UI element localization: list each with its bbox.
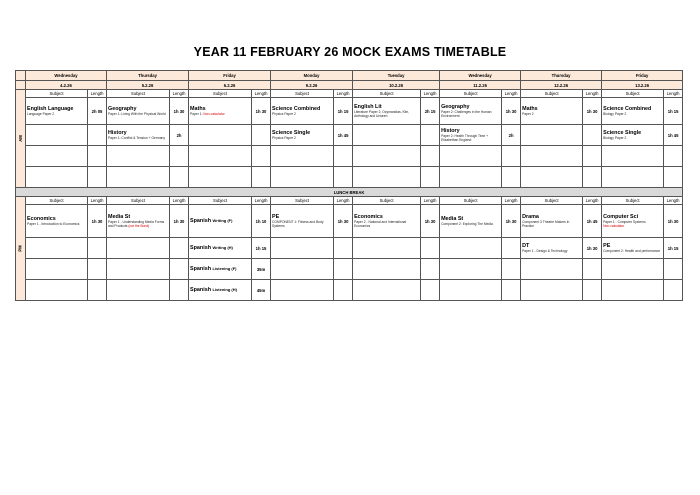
exam-length: 1h 45 xyxy=(664,125,683,146)
subject-header: Subject xyxy=(440,197,502,205)
length-header: Length xyxy=(421,90,440,98)
empty-cell xyxy=(107,280,170,301)
pm-row xyxy=(16,280,683,301)
exam-length: 2h 05 xyxy=(88,98,107,125)
column-header-row xyxy=(16,90,683,98)
exam-length: 1h 45 xyxy=(583,205,602,238)
exam-length: 1h 15 xyxy=(252,238,271,259)
empty-cell xyxy=(252,167,271,188)
exam-cell: Computer Sci Paper 1 - Computer Systems Non-calculator xyxy=(602,205,664,238)
empty-cell xyxy=(440,146,502,167)
exam-length: 1h 30 xyxy=(583,98,602,125)
exam-cell: History Paper 1: Conflict & Tension + Germany xyxy=(107,125,170,146)
exam-length: 1h 45 xyxy=(334,125,353,146)
exam-length: 1h 15 xyxy=(664,98,683,125)
subject-header: Subject xyxy=(26,90,88,98)
empty-cell xyxy=(271,167,334,188)
length-header: Length xyxy=(583,197,602,205)
empty-cell xyxy=(502,280,521,301)
subject-header: Subject xyxy=(271,90,334,98)
empty-cell xyxy=(421,259,440,280)
column-header-row xyxy=(16,197,683,205)
exam-cell: Science Single Biology Paper 2 xyxy=(602,125,664,146)
exam-cell: Spanish Listening (F) xyxy=(189,259,252,280)
length-header: Length xyxy=(502,90,521,98)
empty-cell xyxy=(353,259,421,280)
exam-cell: Geography Paper 2: Challenges in the Human Environment xyxy=(440,98,502,125)
exam-cell: Maths Paper 2 xyxy=(521,98,583,125)
exam-cell: PE Component 2: Health and performance xyxy=(602,238,664,259)
exam-cell: PE COMPONENT 1: Fitness and Body Systems xyxy=(271,205,334,238)
day-header: Thursday xyxy=(521,71,602,81)
subject-header: Subject xyxy=(602,197,664,205)
length-header: Length xyxy=(252,90,271,98)
exam-length: 1h 30 xyxy=(334,205,353,238)
subject-header: Subject xyxy=(521,197,583,205)
exam-cell: Science Combined Biology Paper 2 xyxy=(602,98,664,125)
empty-cell xyxy=(271,238,334,259)
empty-cell xyxy=(440,259,502,280)
empty-cell xyxy=(334,259,353,280)
date-header: 6.2.26 xyxy=(189,81,271,90)
corner-cell xyxy=(16,81,26,90)
exam-length: 1h 30 xyxy=(170,98,189,125)
empty-cell xyxy=(88,125,107,146)
exam-cell: Science Combined Physics Paper 2 xyxy=(271,98,334,125)
lunch-break-label: LUNCH BREAK xyxy=(16,188,683,197)
empty-cell xyxy=(602,280,664,301)
exam-cell: Drama Component 3 Theatre Makers in Practice xyxy=(521,205,583,238)
length-header: Length xyxy=(252,197,271,205)
date-row xyxy=(16,81,683,90)
subject-header: Subject xyxy=(189,197,252,205)
length-header: Length xyxy=(421,197,440,205)
length-header: Length xyxy=(334,90,353,98)
empty-cell xyxy=(521,146,583,167)
empty-cell xyxy=(271,146,334,167)
empty-cell xyxy=(170,146,189,167)
exam-length: 1h 10 xyxy=(252,205,271,238)
exam-length: 1h 30 xyxy=(421,205,440,238)
exam-length: 1h 30 xyxy=(502,98,521,125)
exam-cell: History Paper 2: Health Through Time + Elizabethan England xyxy=(440,125,502,146)
day-header: Friday xyxy=(602,71,683,81)
length-header: Length xyxy=(664,197,683,205)
exam-length: 1h 30 xyxy=(88,205,107,238)
pm-row xyxy=(16,238,683,259)
date-header: 10.2.26 xyxy=(353,81,440,90)
corner-cell xyxy=(16,71,26,81)
empty-cell xyxy=(521,280,583,301)
length-header: Length xyxy=(664,90,683,98)
date-header: 12.2.26 xyxy=(521,81,602,90)
exam-length: 1h 15 xyxy=(664,238,683,259)
pm-row xyxy=(16,259,683,280)
am-row xyxy=(16,167,683,188)
exam-cell: Spanish Listening (H) xyxy=(189,280,252,301)
empty-cell xyxy=(107,167,170,188)
empty-cell xyxy=(502,259,521,280)
empty-cell xyxy=(521,259,583,280)
date-header: 9.2.26 xyxy=(271,81,353,90)
empty-cell xyxy=(421,280,440,301)
am-session-label: AM xyxy=(16,90,26,188)
exam-cell: Media St Paper 1 - Understanding Media Forms and Products (not the Bond) xyxy=(107,205,170,238)
date-header: 5.2.26 xyxy=(107,81,189,90)
subject-header: Subject xyxy=(353,90,421,98)
length-header: Length xyxy=(170,90,189,98)
am-row xyxy=(16,98,683,125)
empty-cell xyxy=(88,280,107,301)
exam-cell: Maths Paper 1: Non-calculator xyxy=(189,98,252,125)
day-header: Thursday xyxy=(107,71,189,81)
pm-row xyxy=(16,205,683,238)
subject-header: Subject xyxy=(440,90,502,98)
empty-cell xyxy=(664,167,683,188)
empty-cell xyxy=(353,146,421,167)
exam-length: 1h 15 xyxy=(334,98,353,125)
am-row xyxy=(16,146,683,167)
page-title: YEAR 11 FEBRUARY 26 MOCK EXAMS TIMETABLE xyxy=(193,45,507,59)
date-header: 13.2.26 xyxy=(602,81,683,90)
empty-cell xyxy=(334,238,353,259)
date-header: 4.2.26 xyxy=(26,81,107,90)
exam-cell: Geography Paper 1: Living With the Physical World xyxy=(107,98,170,125)
empty-cell xyxy=(502,238,521,259)
empty-cell xyxy=(421,146,440,167)
empty-cell xyxy=(26,259,88,280)
empty-cell xyxy=(602,259,664,280)
empty-cell xyxy=(602,167,664,188)
empty-cell xyxy=(189,146,252,167)
subject-header: Subject xyxy=(602,90,664,98)
empty-cell xyxy=(88,238,107,259)
exam-length: 2h xyxy=(502,125,521,146)
day-header: Wednesday xyxy=(26,71,107,81)
empty-cell xyxy=(26,167,88,188)
subject-header: Subject xyxy=(107,197,170,205)
empty-cell xyxy=(421,238,440,259)
exam-cell: Media St Component 2: Exploring The Media xyxy=(440,205,502,238)
empty-cell xyxy=(521,125,583,146)
empty-cell xyxy=(353,125,421,146)
length-header: Length xyxy=(502,197,521,205)
empty-cell xyxy=(26,146,88,167)
empty-cell xyxy=(271,280,334,301)
exam-cell: English Language Language Paper 2 xyxy=(26,98,88,125)
subject-header: Subject xyxy=(271,197,334,205)
day-header: Monday xyxy=(271,71,353,81)
length-header: Length xyxy=(88,90,107,98)
empty-cell xyxy=(421,167,440,188)
empty-cell xyxy=(440,238,502,259)
empty-cell xyxy=(107,238,170,259)
empty-cell xyxy=(664,280,683,301)
subject-header: Subject xyxy=(189,90,252,98)
empty-cell xyxy=(583,259,602,280)
exam-cell: Economics Paper 2 - National and International Economics xyxy=(353,205,421,238)
subject-header: Subject xyxy=(353,197,421,205)
am-row xyxy=(16,125,683,146)
day-header: Wednesday xyxy=(440,71,521,81)
empty-cell xyxy=(107,259,170,280)
exam-length: 2h xyxy=(170,125,189,146)
timetable xyxy=(15,70,683,301)
length-header: Length xyxy=(334,197,353,205)
empty-cell xyxy=(583,146,602,167)
empty-cell xyxy=(440,280,502,301)
empty-cell xyxy=(26,125,88,146)
date-header: 11.2.26 xyxy=(440,81,521,90)
empty-cell xyxy=(170,280,189,301)
empty-cell xyxy=(583,280,602,301)
exam-cell: Spanish Writing (F) xyxy=(189,205,252,238)
exam-length: 35m xyxy=(252,259,271,280)
empty-cell xyxy=(502,167,521,188)
length-header: Length xyxy=(583,90,602,98)
empty-cell xyxy=(521,167,583,188)
subject-header: Subject xyxy=(26,197,88,205)
pm-session-label: PM xyxy=(16,197,26,301)
empty-cell xyxy=(583,167,602,188)
exam-length: 1h 30 xyxy=(664,205,683,238)
empty-cell xyxy=(170,259,189,280)
empty-cell xyxy=(88,146,107,167)
empty-cell xyxy=(353,238,421,259)
exam-length: 1h 30 xyxy=(502,205,521,238)
empty-cell xyxy=(502,146,521,167)
day-header: Friday xyxy=(189,71,271,81)
exam-length: 1h 30 xyxy=(583,238,602,259)
exam-cell: DT Paper 1 - Design & Technology xyxy=(521,238,583,259)
exam-cell: English Lit Literature Paper 2, Ozymandias, Kite, Anthology and Unseen xyxy=(353,98,421,125)
exam-length: 45m xyxy=(252,280,271,301)
exam-length: 1h 30 xyxy=(170,205,189,238)
day-row xyxy=(16,71,683,81)
empty-cell xyxy=(583,125,602,146)
day-header: Tuesday xyxy=(353,71,440,81)
empty-cell xyxy=(170,238,189,259)
empty-cell xyxy=(334,146,353,167)
empty-cell xyxy=(271,259,334,280)
empty-cell xyxy=(170,167,189,188)
empty-cell xyxy=(26,238,88,259)
empty-cell xyxy=(353,167,421,188)
empty-cell xyxy=(88,167,107,188)
empty-cell xyxy=(107,146,170,167)
empty-cell xyxy=(421,125,440,146)
empty-cell xyxy=(664,259,683,280)
exam-cell: Economics Paper 1 - Introduction to Economics xyxy=(26,205,88,238)
empty-cell xyxy=(664,146,683,167)
exam-length: 2h 15 xyxy=(421,98,440,125)
empty-cell xyxy=(252,146,271,167)
exam-cell: Science Single Physics Paper 2 xyxy=(271,125,334,146)
empty-cell xyxy=(26,280,88,301)
exam-length: 1h 30 xyxy=(252,98,271,125)
length-header: Length xyxy=(170,197,189,205)
empty-cell xyxy=(334,280,353,301)
empty-cell xyxy=(602,146,664,167)
empty-cell xyxy=(88,259,107,280)
empty-cell xyxy=(189,125,252,146)
length-header: Length xyxy=(88,197,107,205)
empty-cell xyxy=(440,167,502,188)
subject-header: Subject xyxy=(521,90,583,98)
exam-cell: Spanish Writing (H) xyxy=(189,238,252,259)
empty-cell xyxy=(189,167,252,188)
subject-header: Subject xyxy=(107,90,170,98)
empty-cell xyxy=(252,125,271,146)
empty-cell xyxy=(353,280,421,301)
lunch-break-row xyxy=(16,188,683,197)
empty-cell xyxy=(334,167,353,188)
